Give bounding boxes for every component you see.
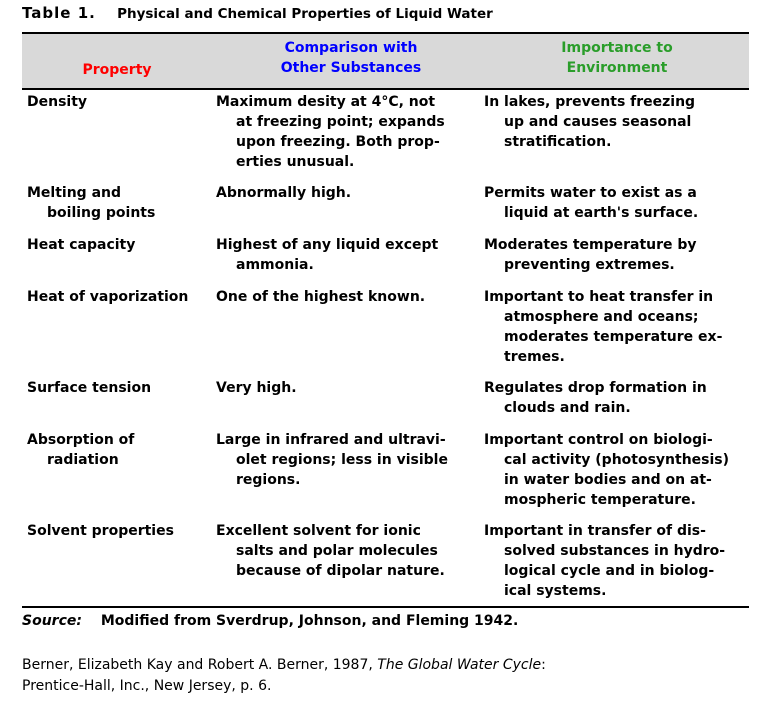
- cell-line: in water bodies and on at-: [504, 472, 712, 488]
- cell-line: regions.: [236, 472, 301, 488]
- cell-line: Abnormally high.: [216, 185, 352, 201]
- citation-book-title: The Global Water Cycle: [377, 657, 542, 673]
- table-header: [22, 34, 749, 88]
- cell-importance: [484, 430, 729, 510]
- cell-line: moderates temperature ex-: [504, 329, 723, 345]
- cell-line: atmosphere and oceans;: [504, 309, 699, 325]
- cell-line: erties unusual.: [236, 154, 355, 170]
- citation-line-2: Prentice-Hall, Inc., New Jersey, p. 6.: [22, 678, 272, 694]
- cell-line: stratification.: [504, 134, 612, 150]
- cell-line: mospheric temperature.: [504, 492, 696, 508]
- cell-comparison: [216, 287, 425, 307]
- cell-line: Regulates drop formation in: [484, 380, 707, 396]
- cell-line: Absorption of: [27, 432, 135, 448]
- cell-line: liquid at earth's surface.: [504, 205, 699, 221]
- source-label: Source:: [22, 613, 82, 629]
- cell-line: Heat of vaporization: [27, 289, 189, 305]
- cell-line: upon freezing. Both prop-: [236, 134, 440, 150]
- cell-line: Surface tension: [27, 380, 152, 396]
- cell-comparison: [216, 235, 438, 275]
- table-caption: Physical and Chemical Properties of Liquid Water: [117, 6, 493, 22]
- table-title: [22, 4, 493, 22]
- cell-line: Density: [27, 94, 88, 110]
- cell-line: Important in transfer of dis-: [484, 523, 706, 539]
- cell-line: salts and polar molecules: [236, 543, 438, 559]
- cell-comparison: [216, 183, 351, 203]
- table-number: Table 1.: [22, 4, 96, 22]
- cell-line: cal activity (photosynthesis): [504, 452, 730, 468]
- cell-line: In lakes, prevents freezing: [484, 94, 696, 110]
- cell-line: Moderates temperature by: [484, 237, 697, 253]
- bottom-rule: [22, 606, 749, 608]
- cell-property: [27, 287, 188, 307]
- cell-line: Very high.: [216, 380, 297, 396]
- citation-authors: Berner, Elizabeth Kay and Robert A. Berner, 1987,: [22, 657, 378, 673]
- cell-importance: [484, 235, 697, 275]
- source-note: [22, 613, 518, 629]
- source-text: Modified from Sverdrup, Johnson, and Fleming 1942.: [100, 613, 519, 629]
- cell-line: ammonia.: [236, 257, 314, 273]
- cell-line: Important control on biologi-: [484, 432, 713, 448]
- cell-line: radiation: [47, 452, 119, 468]
- cell-line: One of the highest known.: [216, 289, 426, 305]
- cell-line: preventing extremes.: [504, 257, 675, 273]
- cell-line: boiling points: [47, 205, 156, 221]
- cell-line: because of dipolar nature.: [236, 563, 445, 579]
- cell-property: [27, 430, 134, 470]
- cell-importance: [484, 92, 695, 152]
- cell-comparison: [216, 521, 445, 581]
- cell-line: Important to heat transfer in: [484, 289, 714, 305]
- header-property: Property: [82, 62, 152, 78]
- cell-property: [27, 92, 87, 112]
- cell-line: solved substances in hydro-: [504, 543, 726, 559]
- cell-line: ical systems.: [504, 583, 607, 599]
- citation-colon: :: [541, 657, 546, 673]
- cell-comparison: [216, 430, 448, 490]
- cell-line: Excellent solvent for ionic: [216, 523, 421, 539]
- cell-line: Permits water to exist as a: [484, 185, 697, 201]
- cell-importance: [484, 287, 722, 367]
- cell-line: tremes.: [504, 349, 565, 365]
- cell-importance: [484, 378, 707, 418]
- cell-line: Melting and: [27, 185, 122, 201]
- cell-comparison: [216, 378, 297, 398]
- cell-line: Maximum desity at 4°C, not: [216, 94, 436, 110]
- citation: [22, 655, 546, 697]
- header-rule: [22, 88, 749, 90]
- cell-property: [27, 378, 151, 398]
- cell-importance: [484, 521, 725, 601]
- header-importance: Importance to Environment: [561, 40, 673, 76]
- cell-property: [27, 235, 135, 255]
- cell-property: [27, 521, 174, 541]
- cell-property: [27, 183, 155, 223]
- cell-line: up and causes seasonal: [504, 114, 692, 130]
- citation-line-1: [22, 655, 546, 676]
- header-comparison: Comparison with Other Substances: [280, 40, 422, 76]
- cell-line: Highest of any liquid except: [216, 237, 439, 253]
- cell-line: logical cycle and in biolog-: [504, 563, 715, 579]
- cell-line: Solvent properties: [27, 523, 174, 539]
- cell-line: Heat capacity: [27, 237, 136, 253]
- cell-line: at freezing point; expands: [236, 114, 445, 130]
- cell-line: clouds and rain.: [504, 400, 631, 416]
- cell-line: olet regions; less in visible: [236, 452, 448, 468]
- cell-line: Large in infrared and ultravi-: [216, 432, 446, 448]
- cell-importance: [484, 183, 698, 223]
- cell-comparison: [216, 92, 445, 172]
